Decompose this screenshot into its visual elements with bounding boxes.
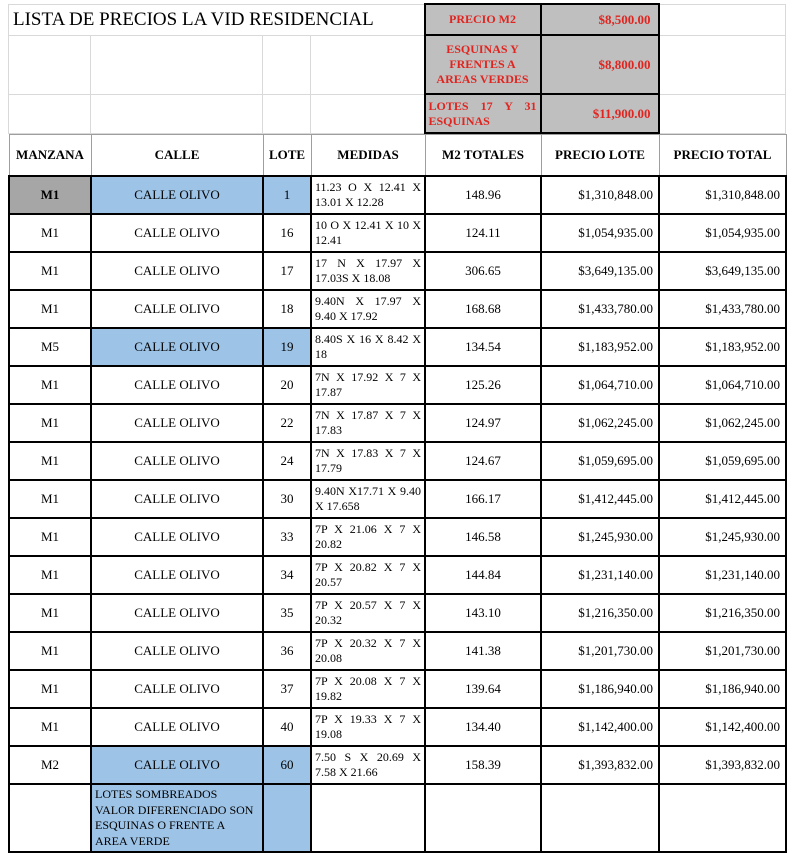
cell-medidas: 9.40N X 17.97 X 9.40 X 17.92	[311, 290, 425, 328]
cell-m2-totales: 144.84	[425, 556, 541, 594]
cell-precio-lote: $1,183,952.00	[541, 328, 659, 366]
cell-precio-lote: $1,059,695.00	[541, 442, 659, 480]
cell-lote: 22	[263, 404, 311, 442]
table-row	[9, 176, 786, 214]
empty-grid-cell	[263, 94, 311, 133]
cell-calle: CALLE OLIVO	[91, 290, 263, 328]
cell-precio-lote: $1,216,350.00	[541, 594, 659, 632]
cell-m2-totales	[425, 784, 541, 852]
table-row	[9, 518, 786, 556]
cell-lote: 40	[263, 708, 311, 746]
cell-medidas: 7N X 17.92 X 7 X 17.87	[311, 366, 425, 404]
cell-m2-totales: 146.58	[425, 518, 541, 556]
cell-precio-total: $1,433,780.00	[659, 290, 786, 328]
cell-lote: 35	[263, 594, 311, 632]
cell-precio-lote: $1,310,848.00	[541, 176, 659, 214]
cell-precio-lote: $3,649,135.00	[541, 252, 659, 290]
cell-calle: CALLE OLIVO	[91, 746, 263, 784]
cell-lote: 16	[263, 214, 311, 252]
cell-calle: CALLE OLIVO	[91, 176, 263, 214]
price-m2-label: PRECIO M2	[425, 4, 541, 35]
table-row	[9, 214, 786, 252]
cell-precio-lote: $1,433,780.00	[541, 290, 659, 328]
header-precio-lote: PRECIO LOTE	[541, 135, 659, 177]
cell-lote: 24	[263, 442, 311, 480]
lots-17-31-value: $11,900.00	[541, 94, 659, 133]
cell-m2-totales: 168.68	[425, 290, 541, 328]
cell-lote: 19	[263, 328, 311, 366]
cell-medidas: 7N X 17.83 X 7 X 17.79	[311, 442, 425, 480]
cell-lote: 37	[263, 670, 311, 708]
cell-calle: CALLE OLIVO	[91, 480, 263, 518]
cell-precio-total: $1,245,930.00	[659, 518, 786, 556]
footer-note-row	[9, 784, 786, 852]
header-precio-total: PRECIO TOTAL	[659, 135, 786, 177]
cell-m2-totales: 125.26	[425, 366, 541, 404]
table-row	[9, 328, 786, 366]
cell-precio-total: $1,186,940.00	[659, 670, 786, 708]
cell-calle: CALLE OLIVO	[91, 594, 263, 632]
cell-manzana: M1	[9, 176, 91, 214]
cell-manzana: M1	[9, 708, 91, 746]
cell-medidas: 7P X 21.06 X 7 X 20.82	[311, 518, 425, 556]
header-lote: LOTE	[263, 135, 311, 177]
top-grid	[8, 3, 786, 134]
cell-m2-totales: 143.10	[425, 594, 541, 632]
cell-lote: 36	[263, 632, 311, 670]
table-row	[9, 442, 786, 480]
cell-m2-totales: 158.39	[425, 746, 541, 784]
cell-lote: 60	[263, 746, 311, 784]
empty-grid-cell	[9, 94, 91, 133]
cell-manzana: M1	[9, 290, 91, 328]
cell-lote: 33	[263, 518, 311, 556]
cell-m2-totales: 124.67	[425, 442, 541, 480]
cell-manzana: M1	[9, 366, 91, 404]
cell-precio-total: $1,231,140.00	[659, 556, 786, 594]
cell-m2-totales: 134.54	[425, 328, 541, 366]
cell-calle: CALLE OLIVO	[91, 632, 263, 670]
table-header-row	[9, 135, 786, 177]
cell-medidas: 7P X 19.33 X 7 X 19.08	[311, 708, 425, 746]
cell-calle: CALLE OLIVO	[91, 670, 263, 708]
cell-m2-totales: 148.96	[425, 176, 541, 214]
cell-manzana: M1	[9, 442, 91, 480]
cell-precio-lote: $1,412,445.00	[541, 480, 659, 518]
cell-medidas: 7P X 20.82 X 7 X 20.57	[311, 556, 425, 594]
cell-precio-lote: $1,245,930.00	[541, 518, 659, 556]
table-row	[9, 290, 786, 328]
cell-medidas: 8.40S X 16 X 8.42 X 18	[311, 328, 425, 366]
cell-medidas: 7P X 20.08 X 7 X 19.82	[311, 670, 425, 708]
cell-precio-lote: $1,064,710.00	[541, 366, 659, 404]
cell-medidas	[311, 784, 425, 852]
header-manzana: MANZANA	[9, 135, 91, 177]
cell-precio-total: $1,393,832.00	[659, 746, 786, 784]
cell-precio-total: $1,310,848.00	[659, 176, 786, 214]
cell-m2-totales: 124.11	[425, 214, 541, 252]
cell-lote: 30	[263, 480, 311, 518]
table-row	[9, 556, 786, 594]
cell-precio-lote: $1,142,400.00	[541, 708, 659, 746]
empty-grid-cell	[659, 94, 786, 133]
cell-calle: CALLE OLIVO	[91, 366, 263, 404]
cell-calle: CALLE OLIVO	[91, 404, 263, 442]
empty-grid-cell	[311, 94, 425, 133]
corners-green-areas-label: ESQUINAS Y FRENTES A AREAS VERDES	[425, 35, 541, 94]
table-row	[9, 594, 786, 632]
cell-medidas: 9.40N X17.71 X 9.40 X 17.658	[311, 480, 425, 518]
cell-medidas: 7P X 20.57 X 7 X 20.32	[311, 594, 425, 632]
corners-green-areas-value: $8,800.00	[541, 35, 659, 94]
empty-grid-cell	[91, 35, 263, 94]
empty-grid-cell	[9, 35, 91, 94]
table-row	[9, 632, 786, 670]
price-table	[8, 134, 787, 853]
page-title: LISTA DE PRECIOS LA VID RESIDENCIAL	[9, 4, 425, 35]
table-row	[9, 670, 786, 708]
cell-medidas: 7P X 20.32 X 7 X 20.08	[311, 632, 425, 670]
cell-medidas: 17 N X 17.97 X 17.03S X 18.08	[311, 252, 425, 290]
table-row	[9, 252, 786, 290]
cell-precio-lote: $1,186,940.00	[541, 670, 659, 708]
cell-manzana: M1	[9, 594, 91, 632]
cell-calle: CALLE OLIVO	[91, 214, 263, 252]
table-row	[9, 404, 786, 442]
cell-m2-totales: 134.40	[425, 708, 541, 746]
cell-precio-total: $1,054,935.00	[659, 214, 786, 252]
cell-precio-total: $1,142,400.00	[659, 708, 786, 746]
empty-grid-cell	[311, 35, 425, 94]
cell-manzana: M1	[9, 214, 91, 252]
cell-calle: CALLE OLIVO	[91, 328, 263, 366]
cell-calle: CALLE OLIVO	[91, 442, 263, 480]
cell-calle: CALLE OLIVO	[91, 556, 263, 594]
cell-precio-total: $3,649,135.00	[659, 252, 786, 290]
cell-precio-lote	[541, 784, 659, 852]
cell-manzana: M1	[9, 518, 91, 556]
cell-manzana: M2	[9, 746, 91, 784]
cell-manzana: M5	[9, 328, 91, 366]
empty-grid-cell	[659, 35, 786, 94]
cell-lote	[263, 784, 311, 852]
table-body	[9, 176, 786, 852]
cell-lote: 17	[263, 252, 311, 290]
header-medidas: MEDIDAS	[311, 135, 425, 177]
empty-grid-cell	[659, 4, 786, 35]
cell-calle: LOTES SOMBREADOS VALOR DIFERENCIADO SON ESQUINAS O FRENTE A AREA VERDE	[91, 784, 263, 852]
cell-medidas: 7.50 S X 20.69 X 7.58 X 21.66	[311, 746, 425, 784]
cell-manzana: M1	[9, 480, 91, 518]
price-m2-value: $8,500.00	[541, 4, 659, 35]
cell-manzana: M1	[9, 670, 91, 708]
lots-17-31-label: LOTES 17 Y 31 ESQUINAS	[425, 94, 541, 133]
cell-lote: 1	[263, 176, 311, 214]
cell-manzana: M1	[9, 632, 91, 670]
empty-grid-cell	[263, 35, 311, 94]
cell-lote: 20	[263, 366, 311, 404]
cell-manzana	[9, 784, 91, 852]
table-row	[9, 480, 786, 518]
cell-m2-totales: 141.38	[425, 632, 541, 670]
table-row	[9, 708, 786, 746]
table-row	[9, 366, 786, 404]
cell-m2-totales: 124.97	[425, 404, 541, 442]
cell-manzana: M1	[9, 556, 91, 594]
cell-medidas: 10 O X 12.41 X 10 X 12.41	[311, 214, 425, 252]
cell-medidas: 7N X 17.87 X 7 X 17.83	[311, 404, 425, 442]
cell-precio-lote: $1,231,140.00	[541, 556, 659, 594]
cell-calle: CALLE OLIVO	[91, 708, 263, 746]
cell-m2-totales: 166.17	[425, 480, 541, 518]
cell-precio-lote: $1,201,730.00	[541, 632, 659, 670]
cell-precio-total: $1,201,730.00	[659, 632, 786, 670]
cell-calle: CALLE OLIVO	[91, 252, 263, 290]
cell-manzana: M1	[9, 252, 91, 290]
cell-precio-total	[659, 784, 786, 852]
cell-precio-total: $1,412,445.00	[659, 480, 786, 518]
cell-manzana: M1	[9, 404, 91, 442]
cell-precio-lote: $1,054,935.00	[541, 214, 659, 252]
cell-precio-total: $1,062,245.00	[659, 404, 786, 442]
header-m2-totales: M2 TOTALES	[425, 135, 541, 177]
cell-precio-total: $1,059,695.00	[659, 442, 786, 480]
cell-medidas: 11.23 O X 12.41 X 13.01 X 12.28	[311, 176, 425, 214]
empty-grid-cell	[91, 94, 263, 133]
cell-precio-lote: $1,393,832.00	[541, 746, 659, 784]
cell-lote: 34	[263, 556, 311, 594]
cell-precio-lote: $1,062,245.00	[541, 404, 659, 442]
cell-precio-total: $1,064,710.00	[659, 366, 786, 404]
cell-precio-total: $1,216,350.00	[659, 594, 786, 632]
table-row	[9, 746, 786, 784]
cell-calle: CALLE OLIVO	[91, 518, 263, 556]
cell-m2-totales: 306.65	[425, 252, 541, 290]
cell-precio-total: $1,183,952.00	[659, 328, 786, 366]
header-calle: CALLE	[91, 135, 263, 177]
cell-m2-totales: 139.64	[425, 670, 541, 708]
cell-lote: 18	[263, 290, 311, 328]
